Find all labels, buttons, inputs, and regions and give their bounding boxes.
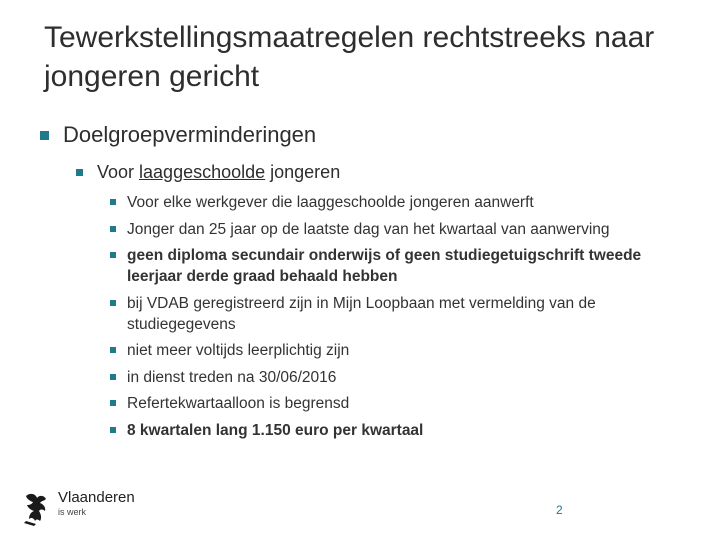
square-bullet-icon (76, 169, 83, 176)
logo-name: Vlaanderen (58, 489, 135, 506)
square-bullet-icon (110, 374, 116, 380)
list-item: Refertekwartaalloon is begrensd (110, 393, 700, 414)
logo-tagline: is werk (58, 507, 87, 517)
vlaanderen-logo (22, 490, 135, 528)
list-item: geen diploma secundair onderwijs of geen studiegetuigschrift tweede leerjaar derde graad behaald hebben (110, 245, 700, 287)
list-item: bij VDAB geregistreerd zijn in Mijn Loopbaan met vermelding van de studiegegevens (110, 293, 700, 335)
lion-icon (22, 490, 52, 528)
square-bullet-icon (40, 131, 49, 140)
level2-suffix: jongeren (265, 162, 341, 182)
criteria-list (110, 192, 700, 446)
square-bullet-icon (110, 199, 116, 205)
bullet-level1 (40, 122, 316, 148)
square-bullet-icon (110, 400, 116, 406)
level2-underlined: laaggeschoolde (139, 162, 266, 182)
level2-text (97, 162, 340, 183)
logo-text (58, 490, 135, 518)
square-bullet-icon (110, 226, 116, 232)
list-item: Voor elke werkgever die laaggeschoolde jongeren aanwerft (110, 192, 700, 213)
square-bullet-icon (110, 300, 116, 306)
square-bullet-icon (110, 252, 116, 258)
list-item: Jonger dan 25 jaar op de laatste dag van het kwartaal van aanwerving (110, 219, 700, 240)
list-item: niet meer voltijds leerplichtig zijn (110, 340, 700, 361)
page-number: 2 (556, 503, 563, 517)
square-bullet-icon (110, 347, 116, 353)
slide-title: Tewerkstellingsmaatregelen rechtstreeks naar jongeren gericht (44, 21, 655, 93)
level1-text: Doelgroepverminderingen (63, 122, 317, 147)
level2-prefix: Voor (97, 162, 140, 182)
list-item: 8 kwartalen lang 1.150 euro per kwartaal (110, 420, 700, 441)
bullet-level2 (76, 162, 340, 183)
list-item: in dienst treden na 30/06/2016 (110, 367, 700, 388)
square-bullet-icon (110, 427, 116, 433)
